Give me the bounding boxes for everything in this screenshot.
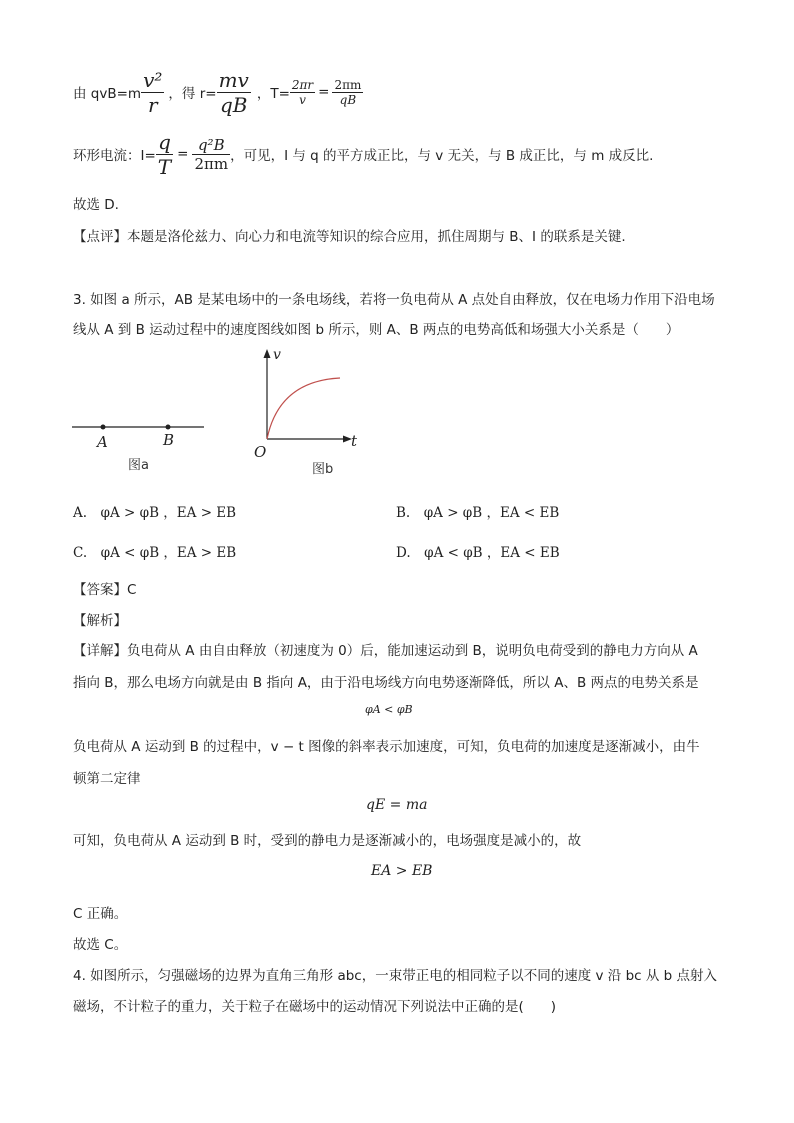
figure-a xyxy=(70,410,210,475)
velocity-curve xyxy=(267,378,340,439)
option-a[interactable]: A. φA > φB ，EA > EB xyxy=(73,505,237,521)
formula-text: ，T= xyxy=(256,86,290,102)
option-b[interactable]: B. φA > φB ，EA < EB xyxy=(396,505,560,521)
equals-sign: = xyxy=(318,84,330,100)
axis-label-v: v xyxy=(273,347,281,363)
option-d[interactable]: D. φA < φB ，EA < EB xyxy=(396,545,560,561)
choose-d: 故选 D. xyxy=(73,197,119,213)
caption-fig-a: 图a xyxy=(128,458,149,473)
formula-line-2 xyxy=(73,128,653,180)
q4-stem-line-1: 4. 如图所示，匀强磁场的边界为直角三角形 abc，一束带正电的相同粒子以不同的速度 v 沿 bc 从 b 点射入 xyxy=(73,968,718,984)
figure-b xyxy=(250,345,370,480)
analysis-heading: 【解析】 xyxy=(73,613,127,629)
q3-stem-line-2: 线从 A 到 B 运动过程中的速度图线如图 b 所示，则 A、B 两点的电势高低和场强大小关系是（ ） xyxy=(73,322,680,338)
formula-text: ，得 r= xyxy=(168,86,217,102)
fraction-q-over-t: $\frac{q}{T}$ xyxy=(157,129,172,179)
correct-statement: C 正确。 xyxy=(73,906,128,922)
answer: 【答案】C xyxy=(73,582,137,598)
formula-prefix: 环形电流：I= xyxy=(73,148,156,164)
equals-sign: = xyxy=(177,146,189,162)
detail-line-2: 指向 B，那么电场方向就是由 B 指向 A，由于沿电场线方向电势逐渐降低，所以 A、B 两点的电势关系是 xyxy=(73,675,699,691)
equation-newton: qE = ma xyxy=(366,797,428,813)
equation-potential: φA < φB xyxy=(365,703,413,716)
fraction-mv-over-qb: $\frac{mv}{qB}$ xyxy=(218,67,249,117)
choose-c: 故选 C。 xyxy=(73,937,128,953)
point-a-dot xyxy=(101,425,106,430)
caption-fig-b: 图b xyxy=(312,462,334,477)
formula-conclusion: ，可见，I 与 q 的平方成正比，与 v 无关，与 B 成正比，与 m 成反比. xyxy=(230,148,654,164)
q4-stem-line-2: 磁场，不计粒子的重力，关于粒子在磁场中的运动情况下列说法中正确的是( ) xyxy=(73,999,557,1015)
q3-stem-line-1: 3. 如图 a 所示，AB 是某电场中的一条电场线，若将一负电荷从 A 点处自由释放，仅在电场力作用下沿电场 xyxy=(73,292,715,308)
formula-prefix: 由 qvB=m xyxy=(73,86,142,102)
detail-line-5: 可知，负电荷从 A 运动到 B 时，受到的静电力是逐渐减小的，电场强度是减小的，故 xyxy=(73,833,582,849)
detail-line-4: 顿第二定律 xyxy=(73,771,141,787)
option-c[interactable]: C. φA < φB ，EA > EB xyxy=(73,545,237,561)
label-a: A xyxy=(97,433,108,451)
detail-line-1: 【详解】负电荷从 A 由自由释放（初速度为 0）后，能加速运动到 B，说明负电荷受到的静电力方向从 A xyxy=(73,643,698,659)
point-b-dot xyxy=(166,425,171,430)
equation-field: EA > EB xyxy=(371,863,433,879)
fraction-q2b-over-2pim: $\frac{\text{q²B}}{2\pi m}$ xyxy=(194,135,229,173)
axis-label-t: t xyxy=(351,432,358,450)
fraction-2pir-over-v: $\frac{2\pi r}{v}$ xyxy=(291,77,314,107)
formula-line-1 xyxy=(73,66,363,118)
origin-label: O xyxy=(254,443,267,461)
v-axis-arrow xyxy=(264,349,271,358)
comment: 【点评】本题是洛伦兹力、向心力和电流等知识的综合应用，抓住周期与 B、I 的联系是关键. xyxy=(73,229,626,245)
fraction-v2-over-r: $\frac{\text{v²}}{r}$ xyxy=(143,67,163,117)
fraction-2pim-over-qb: $\frac{2\pi m}{qB}$ xyxy=(334,77,362,107)
detail-line-3: 负电荷从 A 运动到 B 的过程中，v − t 图像的斜率表示加速度，可知，负电荷的加速度是逐渐减小，由牛 xyxy=(73,739,700,755)
label-b: B xyxy=(163,431,175,449)
